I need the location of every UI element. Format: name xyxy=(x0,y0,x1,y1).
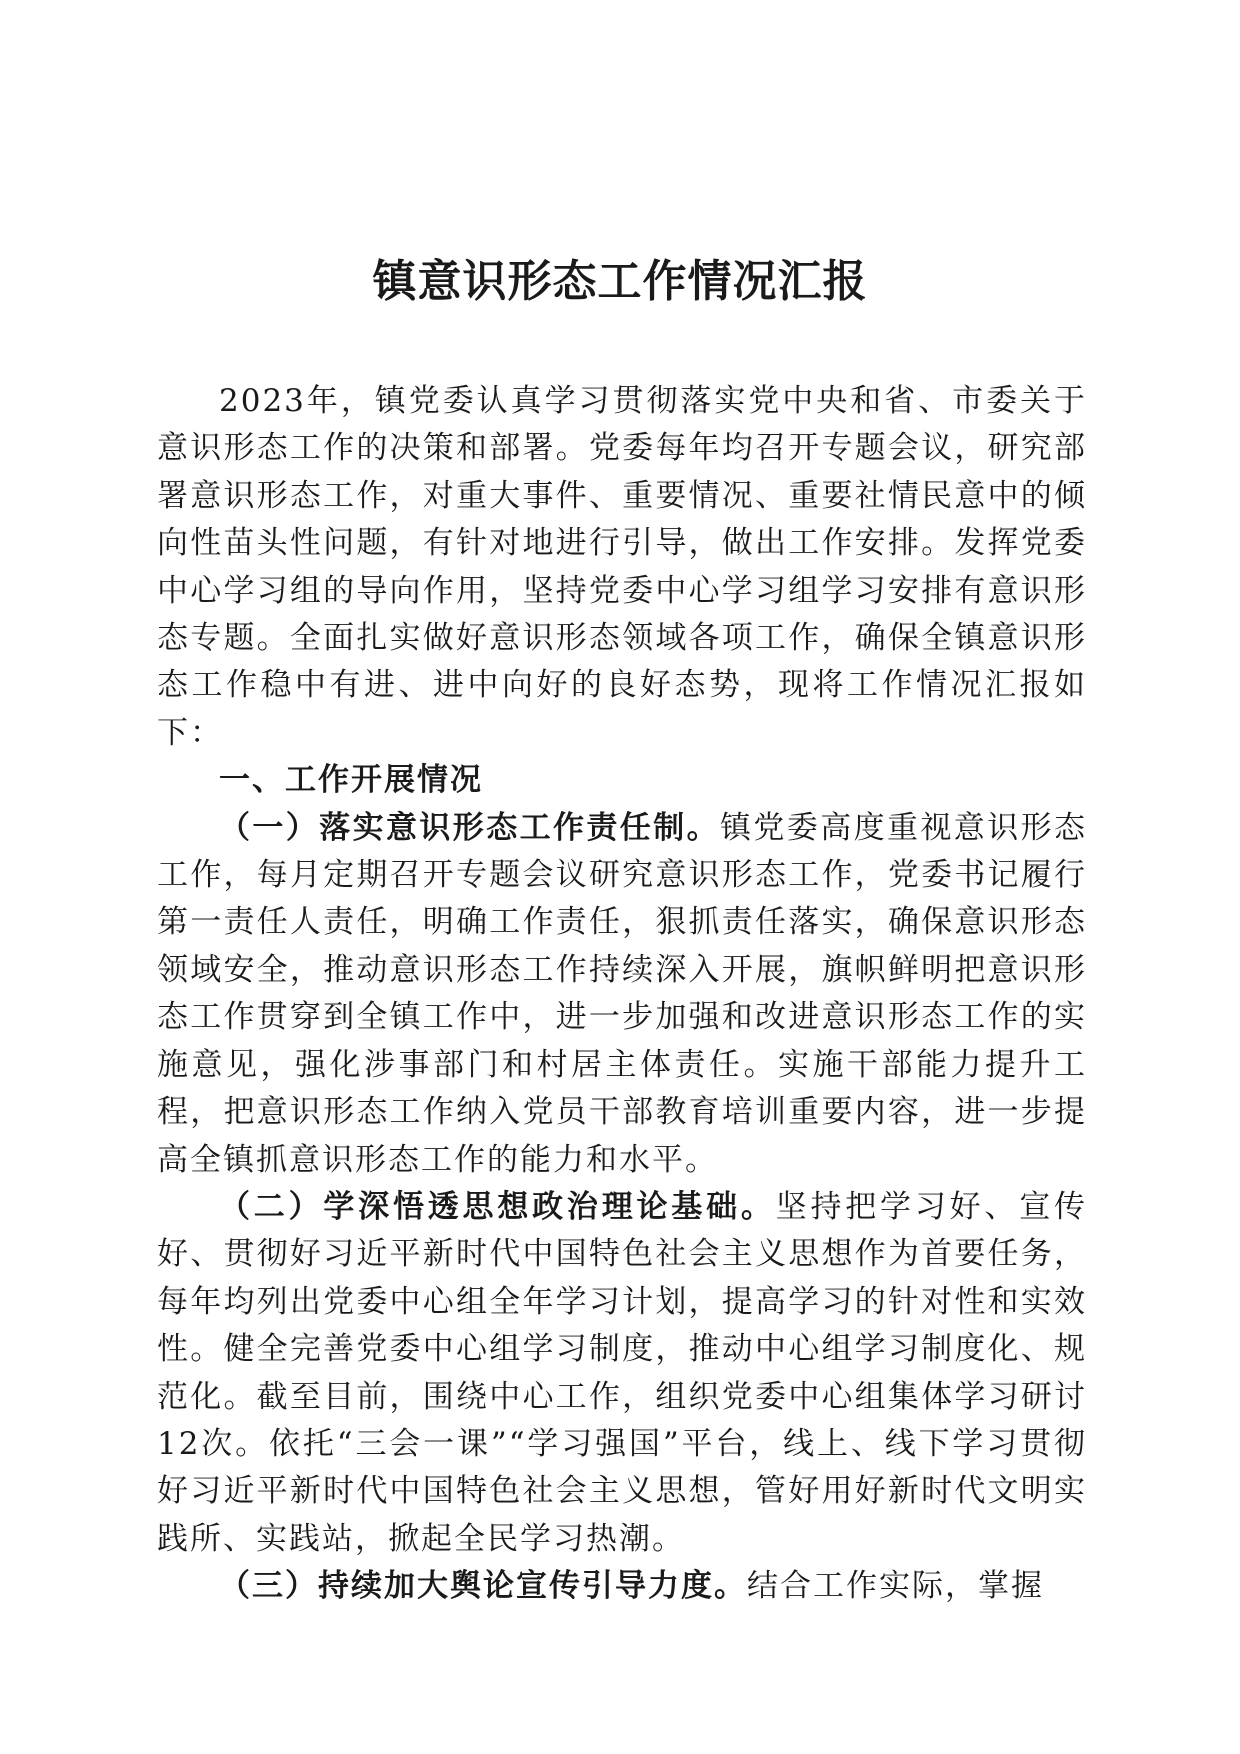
item-text: 镇党委高度重视意识形态工作，每月定期召开专题会议研究意识形态工作，党委书记履行第一责任人责任，明确工作责任，狠抓责任落实，确保意识形态领域安全，推动意识形态工作持续深入开展，旗帜鲜明把意识形态工作贯穿到全镇工作中，进一步加强和改进意识形态工作的实施意见，强化涉事部门和村居主体责任。实施干部能力提升工程，把意识形态工作纳入党员干部教育培训重要内容，进一步提高全镇抓意识形态工作的能力和水平。 xyxy=(157,809,1087,1178)
item-heading: （三）持续加大舆论宣传引导力度。 xyxy=(219,1568,747,1605)
document-body xyxy=(157,378,1087,1611)
document-title: 镇意识形态工作情况汇报 xyxy=(372,256,868,307)
item-heading: （二）学深悟透思想政治理论基础。 xyxy=(219,1188,776,1225)
item-text: 结合工作实际，掌握 xyxy=(747,1568,1044,1605)
paragraph-item-1 xyxy=(157,805,1087,1184)
intro-paragraph: 2023年，镇党委认真学习贯彻落实党中央和省、市委关于意识形态工作的决策和部署。党委每年均召开专题会议，研究部署意识形态工作，对重大事件、重要情况、重要社情民意中的倾向性苗头性问题，有针对地进行引导，做出工作安排。发挥党委中心学习组的导向作用，坚持党委中心学习组学习安排有意识形态专题。全面扎实做好意识形态领域各项工作，确保全镇意识形态工作稳中有进、进中向好的良好态势，现将工作情况汇报如下： xyxy=(157,383,1087,751)
section-heading: 一、工作开展情况 xyxy=(219,762,483,799)
paragraph-item-2 xyxy=(157,1184,1087,1563)
item-text: 坚持把学习好、宣传好、贯彻好习近平新时代中国特色社会主义思想作为首要任务，每年均列出党委中心组全年学习计划，提高学习的针对性和实效性。健全完善党委中心组学习制度，推动中心组学习制度化、规范化。截至目前，围绕中心工作，组织党委中心组集体学习研讨12次。依托“三会一课”“学习强国”平台，线上、线下学习贯彻好习近平新时代中国特色社会主义思想，管好用好新时代文明实践所、实践站，掀起全民学习热潮。 xyxy=(157,1188,1088,1557)
item-heading: （一）落实意识形态工作责任制。 xyxy=(219,809,720,846)
paragraph-item-3 xyxy=(157,1563,1087,1610)
